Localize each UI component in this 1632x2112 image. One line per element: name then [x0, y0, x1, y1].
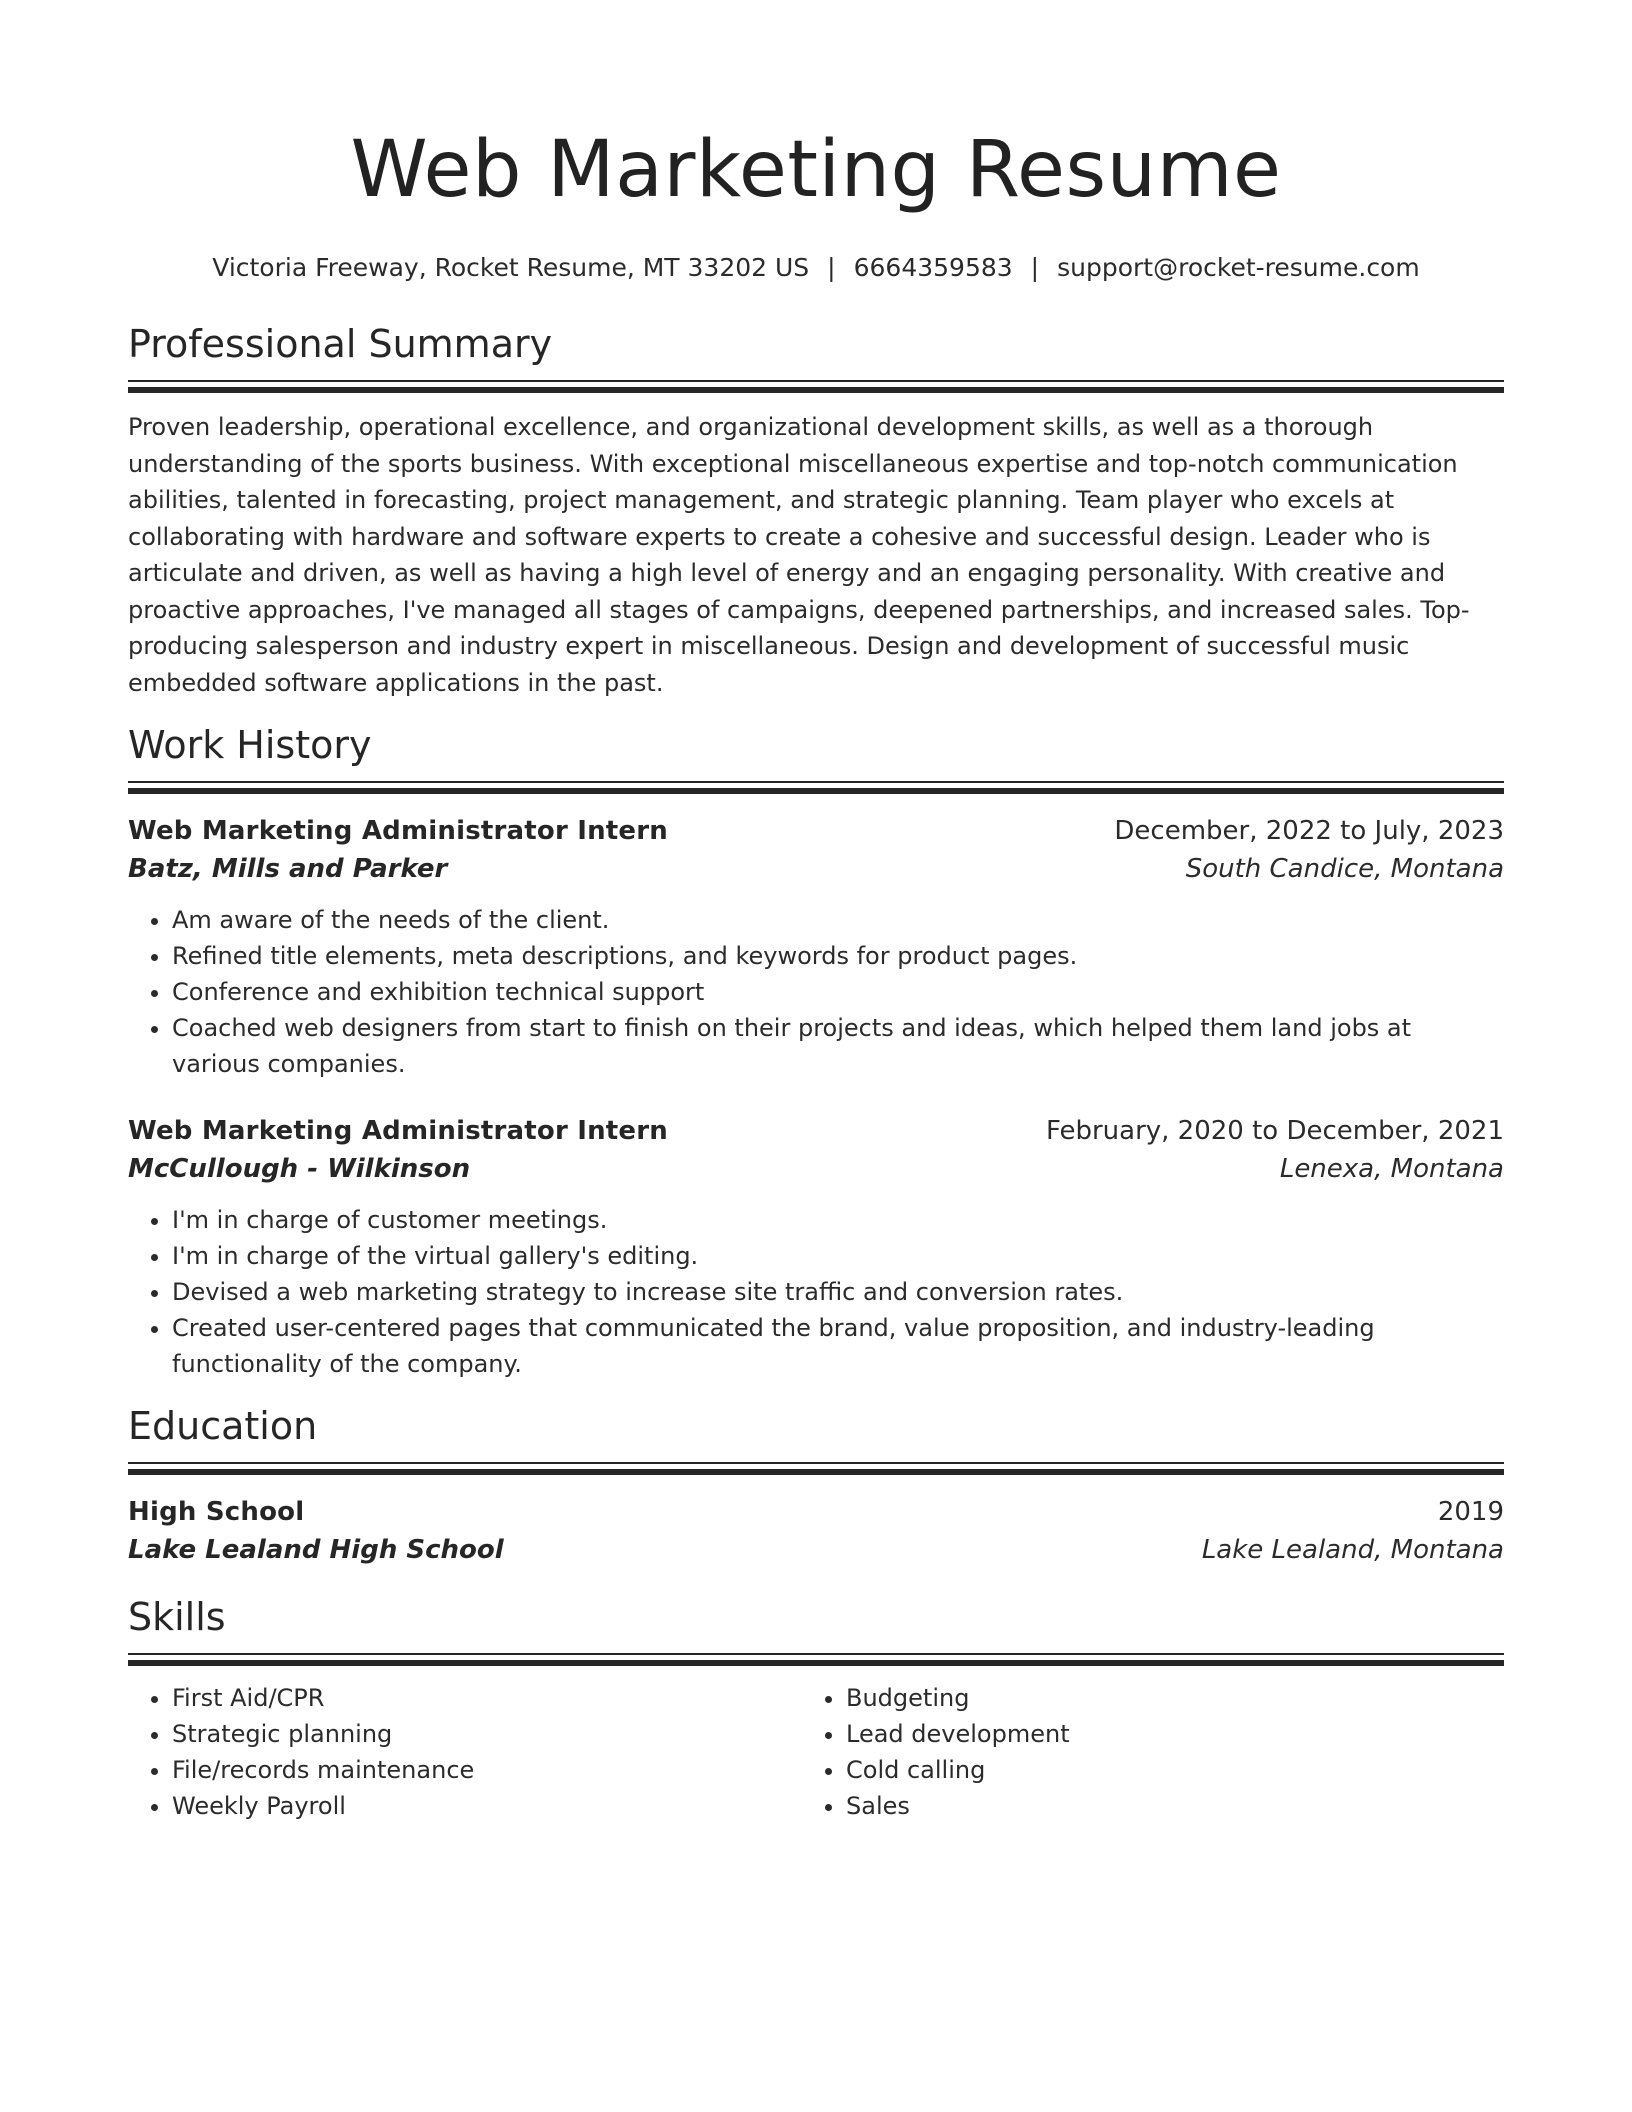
job-title-row — [128, 1112, 1504, 1150]
job-company-row — [128, 1150, 1504, 1188]
education-school: Lake Lealand High School — [128, 1535, 504, 1565]
summary-text: Proven leadership, operational excellence, and organizational development skills, as well as a thorough understanding of the sports business. With exceptional miscellaneous expertise and top-notch communication abilities, talented in forecasting, project management, and strategic planning. Team player who excels at collaborating with hardware and software experts to create a cohesive and successful design. Leader who is articulate and driven, as well as having a high level of energy and an engaging personality. With creative and proactive approaches, I've managed all stages of campaigns, deepened partnerships, and increased sales. Top-producing salesperson and industry expert in miscellaneous. Design and development of successful music embedded software applications in the past. — [128, 413, 1470, 697]
job-dates: February, 2020 to December, 2021 — [1045, 1116, 1504, 1146]
education-degree-row — [128, 1493, 1504, 1531]
job-company-row — [128, 850, 1504, 888]
skill-item: • Weekly Payroll — [172, 1788, 802, 1824]
job-bullet: • Devised a web marketing strategy to increase site traffic and conversion rates. — [172, 1274, 1504, 1310]
job-entry — [128, 812, 1504, 1082]
job-bullets — [128, 902, 1504, 1082]
job-bullet: • Coached web designers from start to finish on their projects and ideas, which helped them land jobs at various companies. — [172, 1010, 1504, 1082]
job-company: Batz, Mills and Parker — [128, 854, 448, 884]
job-entry — [128, 1112, 1504, 1382]
contact-line — [128, 250, 1504, 286]
skill-item: • Lead development — [846, 1716, 1486, 1752]
summary-heading: Professional Summary — [128, 322, 553, 366]
section-divider — [128, 1462, 1504, 1477]
job-bullet: • Conference and exhibition technical support — [172, 974, 1504, 1010]
job-bullet: • I'm in charge of the virtual gallery's editing. — [172, 1238, 1504, 1274]
skills-heading: Skills — [128, 1595, 226, 1639]
resume-page — [128, 0, 1504, 1824]
job-bullet: • Am aware of the needs of the client. — [172, 902, 1504, 938]
section-divider — [128, 380, 1504, 395]
skill-item: • Cold calling — [846, 1752, 1486, 1788]
summary-section — [128, 320, 1504, 701]
education-heading: Education — [128, 1404, 318, 1448]
job-bullets — [128, 1202, 1504, 1382]
section-divider — [128, 1653, 1504, 1668]
job-dates: December, 2022 to July, 2023 — [1114, 816, 1504, 846]
section-divider — [128, 781, 1504, 796]
work-history-section — [128, 721, 1504, 1382]
resume-title: Web Marketing Resume — [350, 125, 1282, 215]
education-entry — [128, 1493, 1504, 1569]
job-bullet: • Refined title elements, meta descriptions, and keywords for product pages. — [172, 938, 1504, 974]
contact-email: support@rocket-resume.com — [1057, 253, 1420, 282]
skill-item: • File/records maintenance — [172, 1752, 802, 1788]
skill-item: • First Aid/CPR — [172, 1680, 802, 1716]
contact-separator: | — [1030, 253, 1040, 282]
job-title: Web Marketing Administrator Intern — [128, 816, 669, 846]
education-degree: High School — [128, 1497, 305, 1527]
education-school-row — [128, 1531, 1504, 1569]
education-section — [128, 1402, 1504, 1569]
contact-separator: | — [827, 253, 836, 282]
contact-address: Victoria Freeway, Rocket Resume, MT 33202 US — [212, 253, 810, 282]
skill-item: • Strategic planning — [172, 1716, 802, 1752]
skill-item: • Sales — [846, 1788, 1486, 1824]
skills-list-left — [128, 1680, 802, 1824]
job-title: Web Marketing Administrator Intern — [128, 1116, 669, 1146]
skills-section — [128, 1593, 1504, 1824]
work-history-heading: Work History — [128, 723, 372, 767]
education-location: Lake Lealand, Montana — [1201, 1535, 1504, 1565]
job-company: McCullough - Wilkinson — [128, 1154, 471, 1184]
contact-phone: 6664359583 — [853, 253, 1013, 282]
education-year: 2019 — [1437, 1497, 1504, 1527]
job-location: Lenexa, Montana — [1279, 1154, 1504, 1184]
skill-item: • Budgeting — [846, 1680, 1486, 1716]
job-title-row — [128, 812, 1504, 850]
skills-columns — [128, 1680, 1504, 1824]
skills-list-right — [802, 1680, 1486, 1824]
job-bullet: • Created user-centered pages that communicated the brand, value proposition, and industry-leading functionality of the company. — [172, 1310, 1504, 1382]
job-location: South Candice, Montana — [1185, 854, 1504, 884]
job-bullet: • I'm in charge of customer meetings. — [172, 1202, 1504, 1238]
